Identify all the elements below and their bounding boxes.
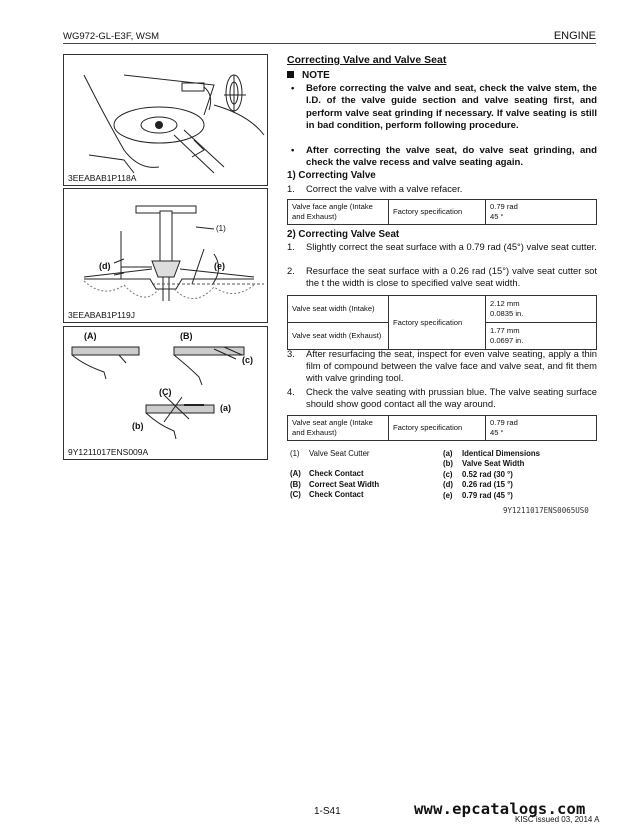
note-text: After correcting the valve seat, do valve seat grinding, and check the valve recess and valve seating again.: [306, 145, 597, 169]
legend-text: Valve Seat Cutter: [309, 449, 370, 458]
figure-caption: 3EEABAB1P119J: [68, 310, 135, 320]
legend-item: [290, 490, 379, 500]
note-item: [291, 83, 597, 133]
issue-info: KISC issued 03, 2014 A: [515, 815, 600, 824]
spec-value-deg: 45 °: [490, 212, 504, 221]
spec-value-in: 0.0835 in.: [490, 309, 524, 318]
spec-type: Factory specification: [389, 200, 486, 225]
step-number: 4.: [287, 386, 295, 397]
legend-key: (B): [290, 479, 301, 489]
valve-seat-cutter-illustration: [64, 189, 269, 324]
spec-table-face-angle: [287, 199, 597, 225]
section-heading: 1) Correcting Valve: [287, 170, 376, 181]
legend-left: [290, 449, 379, 501]
valve-refacer-illustration: [64, 55, 269, 187]
legend-spacer: [290, 459, 379, 469]
callout-label: (a): [220, 403, 231, 413]
spec-item: Valve seat width (Exhaust): [288, 323, 389, 350]
spec-table-seat-angle: [287, 415, 597, 441]
legend-text: Identical Dimensions: [462, 449, 540, 458]
note-square-icon: [287, 71, 294, 78]
header-rule: [63, 43, 596, 44]
page-title: Correcting Valve and Valve Seat: [287, 54, 447, 66]
callout-label: (B): [180, 331, 193, 341]
step-number: 3.: [287, 348, 295, 359]
step-item: [287, 386, 597, 410]
legend-key: (d): [443, 480, 453, 490]
step-text: Resurface the seat surface with a 0.26 rad (15°) valve seat cutter sot the t the width is close to specified valve seat width.: [306, 265, 597, 289]
callout-label: (b): [132, 421, 144, 431]
spec-value-rad: 0.79 rad: [490, 418, 518, 427]
legend-text: Check Contact: [309, 469, 364, 479]
spec-value: [486, 416, 597, 441]
legend-text: 0.79 rad (45 °): [462, 490, 513, 500]
section-name: ENGINE: [553, 30, 596, 42]
legend-item: [443, 480, 540, 490]
legend-item: [290, 469, 379, 479]
step-item: [287, 241, 597, 253]
step-item: [287, 183, 597, 195]
legend-key: (A): [290, 469, 301, 479]
section-heading: 2) Correcting Valve Seat: [287, 229, 400, 240]
step-item: [287, 348, 597, 385]
spec-type: Factory specification: [389, 416, 486, 441]
legend-key: (e): [443, 490, 453, 500]
spec-item: Valve seat width (Intake): [288, 296, 389, 323]
step-number: 1.: [287, 183, 295, 194]
spec-value: [486, 200, 597, 225]
legend-item: [290, 480, 379, 490]
legend-text: 0.26 rad (15 °): [462, 480, 513, 490]
step-text: Correct the valve with a valve refacer.: [306, 183, 463, 194]
manual-code: WG972-GL-E3F, WSM: [63, 31, 160, 42]
legend-item: [443, 470, 540, 480]
legend-key: (1): [290, 449, 300, 458]
spec-item: Valve seat angle (Intake and Exhaust): [288, 416, 389, 441]
legend-text: 0.52 rad (30 °): [462, 469, 513, 479]
legend-text: Valve Seat Width: [462, 459, 525, 469]
figure-caption: 9Y1211017ENS009A: [68, 447, 149, 457]
watermark: www.epcatalogs.com: [414, 800, 586, 818]
note-heading-text: NOTE: [302, 70, 330, 81]
spec-value: [486, 296, 597, 323]
legend-item: [443, 491, 540, 501]
callout-label: (A): [84, 331, 97, 341]
legend-text: Correct Seat Width: [309, 479, 380, 489]
step-item: [287, 265, 597, 289]
spec-type: Factory specification: [389, 296, 486, 350]
legend-item: [443, 459, 540, 469]
legend-key: (C): [290, 490, 301, 500]
spec-value-rad: 0.79 rad: [490, 202, 518, 211]
spec-value-mm: 1.77 mm: [490, 326, 520, 335]
step-text: Slightly correct the seat surface with a 0.79 rad (45°) valve seat cutter.: [306, 241, 597, 252]
callout-label: (e): [214, 261, 225, 271]
step-text: Check the valve seating with prussian blue. The valve seating surface should show good contact all the way around.: [306, 386, 597, 410]
legend-key: (b): [443, 459, 453, 469]
note-heading: [287, 70, 330, 81]
figure-valve-refacer: [63, 54, 268, 186]
legend-key: (a): [443, 449, 453, 458]
bullet: •: [291, 83, 295, 94]
spec-table-seat-width: [287, 295, 597, 350]
callout-label: (1): [216, 224, 226, 233]
spec-value-deg: 45 °: [490, 428, 504, 437]
legend-right: [443, 449, 540, 501]
figure-caption: 3EEABAB1P118A: [68, 173, 137, 183]
callout-label: (c): [242, 355, 253, 365]
document-code: 9Y1211017ENS0065US0: [503, 506, 589, 515]
note-item: [291, 145, 597, 170]
spec-value: [486, 323, 597, 350]
spec-value-in: 0.0697 in.: [490, 336, 524, 345]
legend-item: [290, 449, 379, 459]
page-number: 1-S41: [314, 806, 341, 817]
legend-item: [443, 449, 540, 459]
spec-value-mm: 2.12 mm: [490, 299, 520, 308]
callout-label: (d): [99, 261, 111, 271]
spec-item: Valve face angle (Intake and Exhaust): [288, 200, 389, 225]
bullet: •: [291, 145, 295, 156]
step-text: After resurfacing the seat, inspect for even valve seating, apply a thin film of compound between the valve face and valve seat, and fit them with valve grinding tool.: [306, 348, 597, 384]
step-number: 2.: [287, 265, 295, 276]
figure-valve-seat-cutter: [63, 188, 268, 323]
figure-seat-contact: [63, 326, 268, 460]
step-number: 1.: [287, 241, 295, 252]
legend-text: Check Contact: [309, 490, 364, 500]
callout-label: (C): [159, 387, 172, 397]
legend-key: (c): [443, 469, 453, 479]
note-text: Before correcting the valve and seat, check the valve stem, the I.D. of the valve guide section and valve seating first, and perform valve seat grinding if necessary. If valve seating is still in bad condition, perform following procedure.: [306, 83, 597, 132]
